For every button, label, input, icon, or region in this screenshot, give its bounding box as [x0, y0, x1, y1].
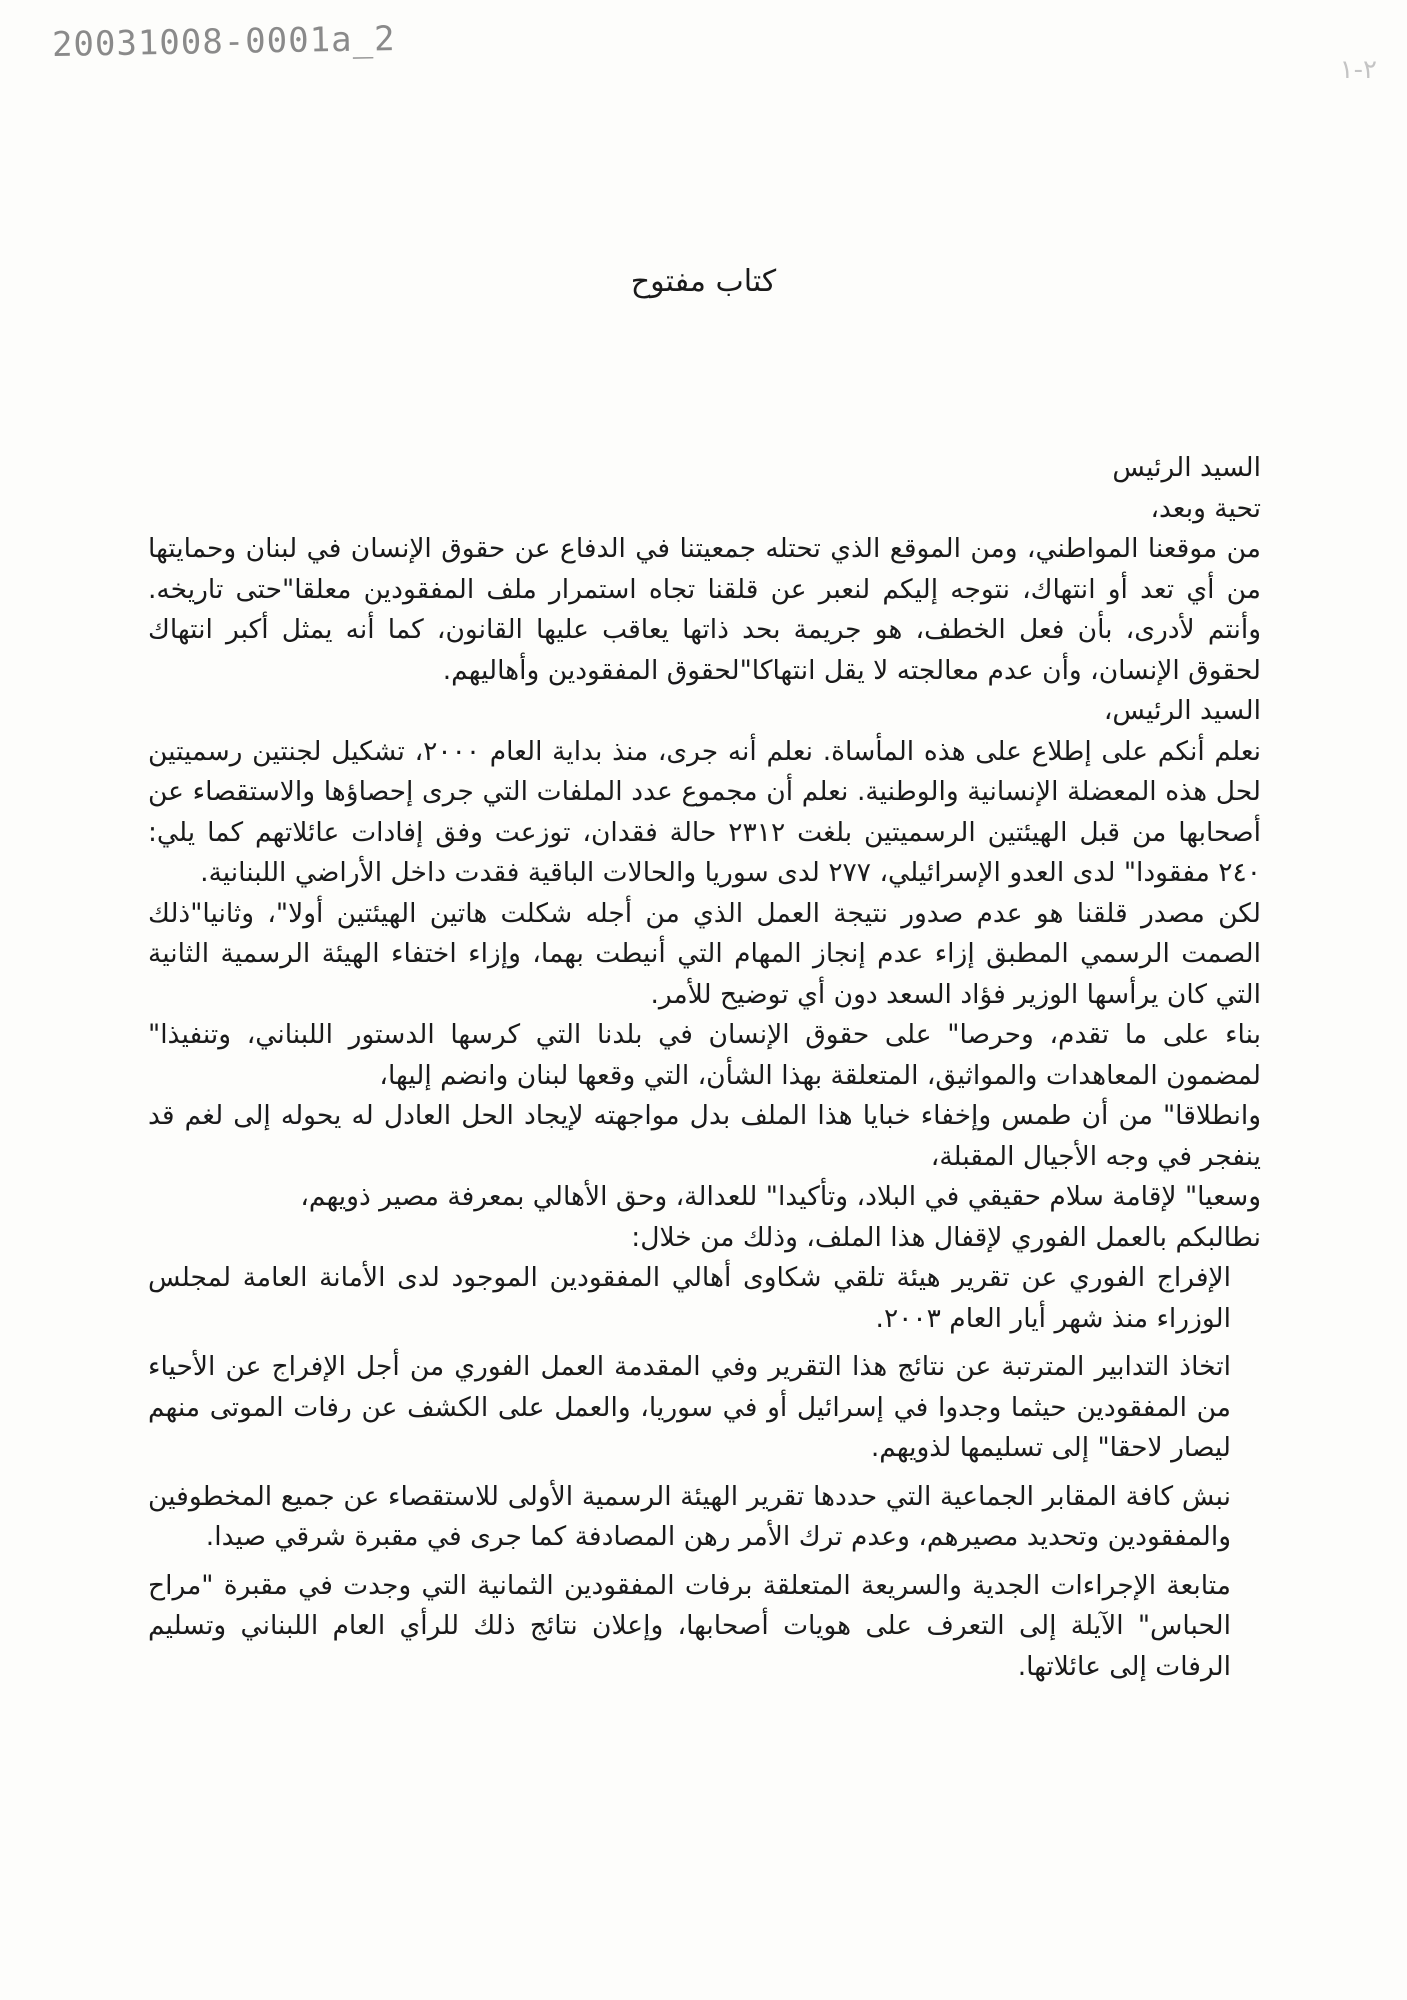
demand-item: نبش كافة المقابر الجماعية التي حددها تقرير الهيئة الرسمية الأولى للاستقصاء عن جميع المخطوفين والمفقودين وتحديد مصيرهم، وعدم ترك الأمر رهن المصادفة كما جرى في مقبرة شرقي صيدا.: [148, 1480, 1231, 1552]
salutation-2: السيد الرئيس،: [1103, 695, 1261, 726]
page-number-mark: ٢-١: [1339, 55, 1377, 85]
paragraph-6: وسعيا" لإقامة سلام حقيقي في البلاد، وتأكيدا" للعدالة، وحق الأهالي بمعرفة مصير ذويهم،: [300, 1181, 1261, 1212]
paragraph-7: نطالبكم بالعمل الفوري لإقفال هذا الملف، وذلك من خلال:: [631, 1221, 1261, 1253]
demand-item: اتخاذ التدابير المترتبة عن نتائج هذا التقرير وفي المقدمة العمل الفوري من أجل الإفراج عن الأحياء من المفقودين حيثما وجدوا في إسرائيل أو في سوريا، والعمل على الكشف عن رفات الموتى منهم ليصار لاحقا" إلى تسليمها لذويهم.: [148, 1351, 1231, 1463]
paragraph-2: نعلم أنكم على إطلاع على هذه المأساة. نعلم أنه جرى، منذ بداية العام ٢٠٠٠، تشكيل لجنتين رسميتين لحل هذه المعضلة الإنسانية والوطنية. نعلم أن مجموع عدد الملفات التي جرى إحصاؤها والاستقصاء عن أصحابها من قبل الهيئتين الرسميتين بلغت ٢٣١٢ حالة فقدان، توزعت وفق إفادات عائلاتهم كما يلي: ٢٤٠ مفقودا" لدى العدو الإسرائيلي، ٢٧٧ لدى سوريا والحالات الباقية فقدت داخل الأراضي اللبنانية.: [148, 735, 1261, 888]
paragraph-3: لكن مصدر قلقنا هو عدم صدور نتيجة العمل الذي من أجله شكلت هاتين الهيئتين أولا"، وثانيا"ذلك الصمت الرسمي المطبق إزاء عدم إنجاز المهام التي أنيطت بهما، وإزاء اختفاء الهيئة الرسمية الثانية التي كان يرأسها الوزير فؤاد السعد دون أي توضيح للأمر.: [148, 897, 1261, 1010]
reference-code: 20031008-0001a_2: [51, 19, 396, 65]
demand-item: الإفراج الفوري عن تقرير هيئة تلقي شكاوى أهالي المفقودين الموجود لدى الأمانة العامة لمجلس الوزراء منذ شهر أيار العام ٢٠٠٣.: [148, 1262, 1231, 1334]
paragraph-5: وانطلاقا" من أن طمس وإخفاء خبايا هذا الملف بدل مواجهته لإيجاد الحل العادل له يحوله إلى لغم قد ينفجر في وجه الأجيال المقبلة،: [148, 1100, 1261, 1172]
demands-list: [148, 1258, 1261, 1687]
demand-item: متابعة الإجراءات الجدية والسريعة المتعلقة برفات المفقودين الثمانية التي وجدت في مقبرة "مراح الحباس" الآيلة إلى التعرف على هويات أصحابها، وإعلان نتائج ذلك للرأي العام اللبناني وتسليم الرفات إلى عائلاتها.: [148, 1569, 1231, 1682]
paragraph-1: من موقعنا المواطني، ومن الموقع الذي تحتله جمعيتنا في الدفاع عن حقوق الإنسان في لبنان وحمايتها من أي تعد أو انتهاك، نتوجه إليكم لنعبر عن قلقنا تجاه استمرار ملف المفقودين معلقا"حتى تاريخه. وأنتم لأدرى، بأن فعل الخطف، هو جريمة بحد ذاتها يعاقب عليها القانون، كما أنه يمثل أكبر انتهاك لحقوق الإنسان، وأن عدم معالجته لا يقل انتهاكا"لحقوق المفقودين وأهاليهم.: [148, 533, 1261, 686]
greeting: تحية وبعد،: [1150, 492, 1261, 524]
document-title: كتاب مفتوح: [630, 264, 777, 299]
letter-body: [148, 448, 1261, 1695]
paragraph-4: بناء على ما تقدم، وحرصا" على حقوق الإنسان في بلدنا التي كرسها الدستور اللبناني، وتنفيذا" لمضمون المعاهدات والمواثيق، المتعلقة بهذا الشأن، التي وقعها لبنان وانضم إليها،: [148, 1019, 1261, 1091]
salutation: السيد الرئيس: [1112, 452, 1261, 483]
